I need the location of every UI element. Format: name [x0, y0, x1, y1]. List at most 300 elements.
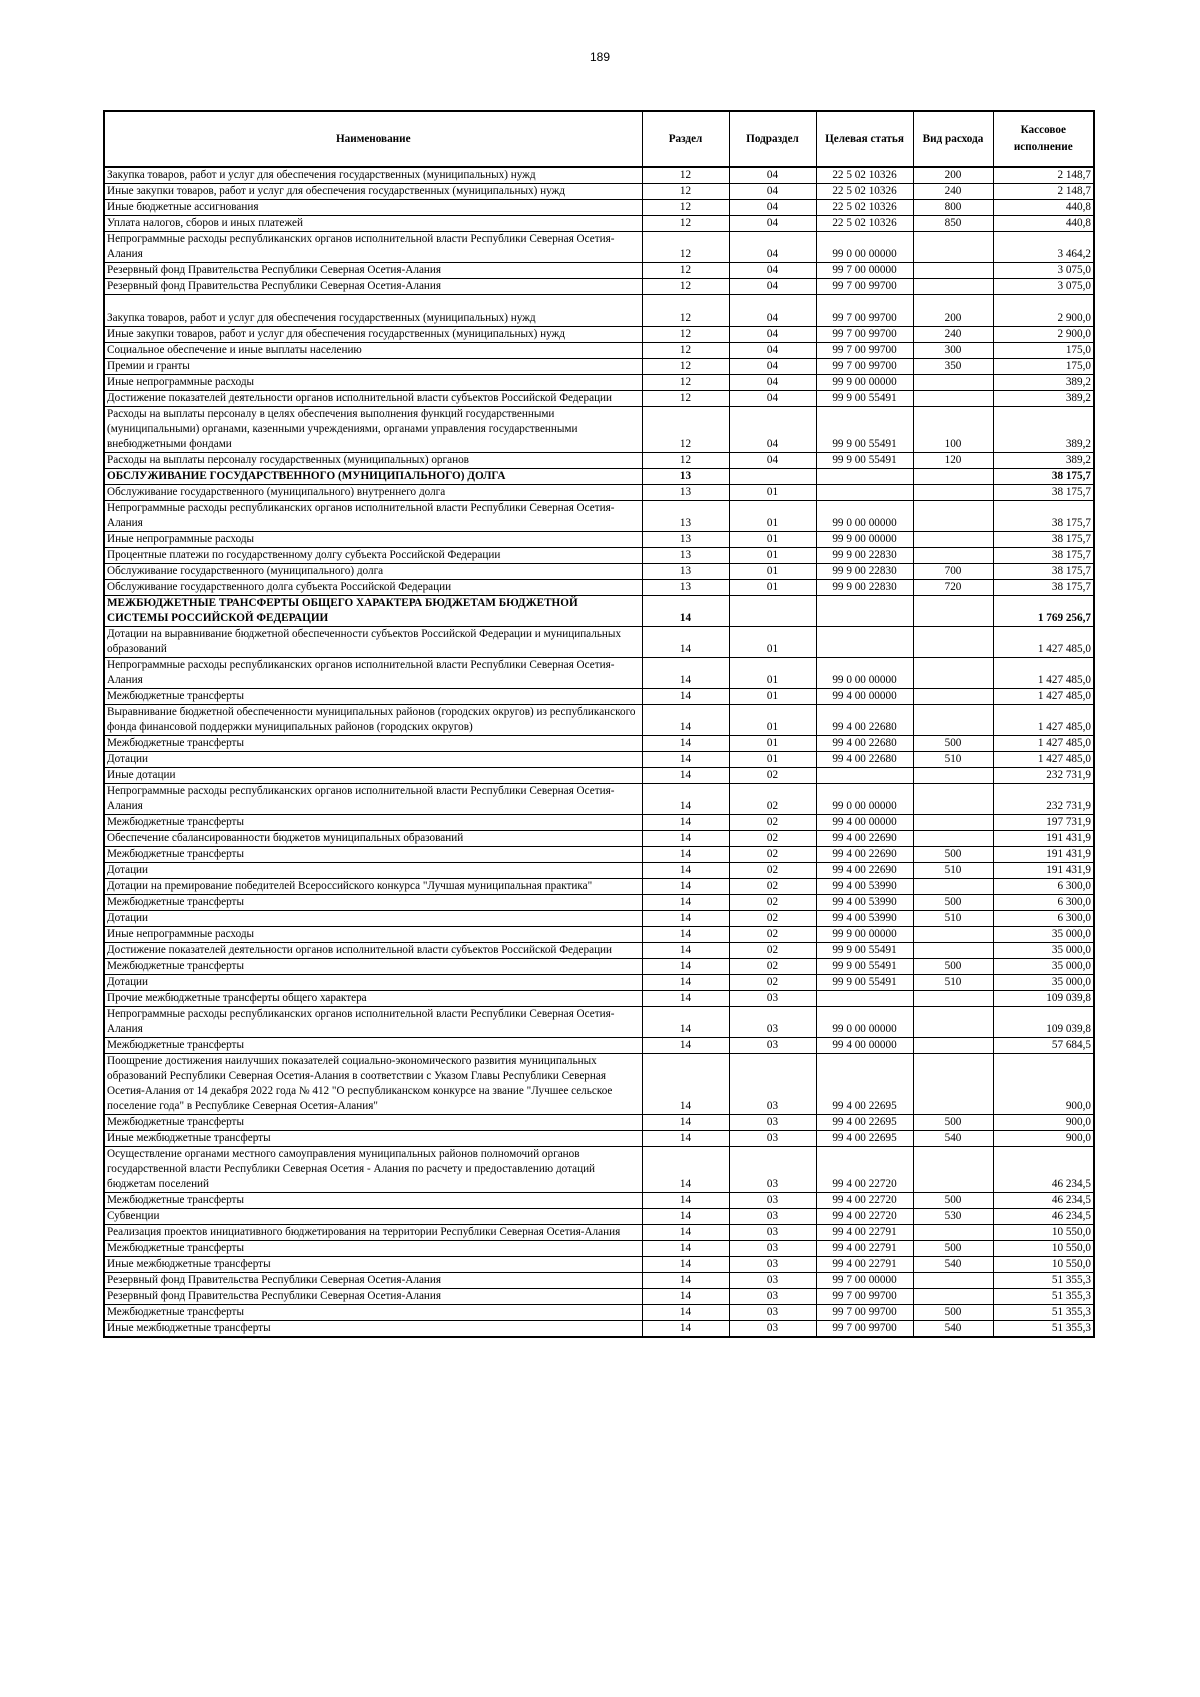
row-subsection: 04 — [729, 216, 816, 232]
row-target: 99 7 00 99700 — [816, 327, 913, 343]
row-expense — [913, 658, 993, 689]
table-row — [104, 705, 1094, 736]
row-amount: 51 355,3 — [993, 1305, 1094, 1321]
row-amount: 46 234,5 — [993, 1193, 1094, 1209]
table-header — [104, 111, 1094, 167]
row-section: 14 — [642, 784, 729, 815]
row-target: 99 9 00 00000 — [816, 532, 913, 548]
row-name: Дотации на выравнивание бюджетной обеспеченности субъектов Российской Федерации и муниципальных образований — [104, 627, 642, 658]
row-section: 14 — [642, 815, 729, 831]
row-section: 14 — [642, 658, 729, 689]
table-row — [104, 1225, 1094, 1241]
table-row — [104, 216, 1094, 232]
row-section: 12 — [642, 263, 729, 279]
row-amount: 197 731,9 — [993, 815, 1094, 831]
column-header-expense: Вид расхода — [913, 111, 993, 167]
row-target: 99 7 00 99700 — [816, 1289, 913, 1305]
row-name: Закупка товаров, работ и услуг для обеспечения государственных (муниципальных) нужд — [104, 167, 642, 184]
row-target: 22 5 02 10326 — [816, 200, 913, 216]
row-name: Иные дотации — [104, 768, 642, 784]
row-expense: 500 — [913, 1115, 993, 1131]
row-expense — [913, 596, 993, 627]
row-expense: 240 — [913, 184, 993, 200]
row-expense: 530 — [913, 1209, 993, 1225]
row-amount: 38 175,7 — [993, 501, 1094, 532]
row-expense — [913, 1054, 993, 1115]
table-row — [104, 1054, 1094, 1115]
table-row — [104, 327, 1094, 343]
row-subsection: 01 — [729, 736, 816, 752]
row-amount: 6 300,0 — [993, 911, 1094, 927]
row-amount: 191 431,9 — [993, 831, 1094, 847]
row-expense: 500 — [913, 959, 993, 975]
row-target: 99 4 00 22690 — [816, 863, 913, 879]
table-row — [104, 847, 1094, 863]
table-row — [104, 167, 1094, 184]
row-subsection: 02 — [729, 975, 816, 991]
row-expense: 800 — [913, 200, 993, 216]
table-row — [104, 375, 1094, 391]
row-section: 14 — [642, 1115, 729, 1131]
row-target — [816, 991, 913, 1007]
row-subsection: 03 — [729, 1209, 816, 1225]
row-amount: 38 175,7 — [993, 548, 1094, 564]
row-subsection: 02 — [729, 863, 816, 879]
row-amount: 232 731,9 — [993, 784, 1094, 815]
row-expense: 100 — [913, 407, 993, 453]
row-subsection: 03 — [729, 1305, 816, 1321]
table-row — [104, 736, 1094, 752]
row-expense — [913, 705, 993, 736]
row-subsection: 03 — [729, 1147, 816, 1193]
row-amount: 38 175,7 — [993, 564, 1094, 580]
row-expense: 510 — [913, 752, 993, 768]
row-name: Межбюджетные трансферты — [104, 689, 642, 705]
column-header-name: Наименование — [104, 111, 642, 167]
row-expense — [913, 768, 993, 784]
row-section: 14 — [642, 1147, 729, 1193]
row-expense — [913, 1147, 993, 1193]
row-target: 99 4 00 22720 — [816, 1193, 913, 1209]
row-name: Межбюджетные трансферты — [104, 847, 642, 863]
row-expense: 500 — [913, 895, 993, 911]
row-amount: 35 000,0 — [993, 959, 1094, 975]
table-row — [104, 658, 1094, 689]
row-amount: 10 550,0 — [993, 1257, 1094, 1273]
row-name: Резервный фонд Правительства Республики Северная Осетия-Алания — [104, 1289, 642, 1305]
row-name: Дотации — [104, 752, 642, 768]
row-section: 14 — [642, 1321, 729, 1338]
row-section: 14 — [642, 1305, 729, 1321]
row-subsection: 03 — [729, 1038, 816, 1054]
table-row — [104, 295, 1094, 327]
row-target: 99 4 00 22695 — [816, 1054, 913, 1115]
row-section: 12 — [642, 407, 729, 453]
row-amount: 51 355,3 — [993, 1273, 1094, 1289]
table-row — [104, 532, 1094, 548]
row-target: 99 9 00 22830 — [816, 548, 913, 564]
page-number: 189 — [589, 50, 611, 64]
row-name: Обеспечение сбалансированности бюджетов муниципальных образований — [104, 831, 642, 847]
column-header-subsection: Подраздел — [729, 111, 816, 167]
row-name: Межбюджетные трансферты — [104, 959, 642, 975]
row-subsection: 02 — [729, 879, 816, 895]
row-name: ОБСЛУЖИВАНИЕ ГОСУДАРСТВЕННОГО (МУНИЦИПАЛЬНОГО) ДОЛГА — [104, 469, 642, 485]
row-subsection — [729, 469, 816, 485]
row-amount: 3 075,0 — [993, 279, 1094, 295]
table-row — [104, 1115, 1094, 1131]
row-amount: 389,2 — [993, 453, 1094, 469]
row-target: 99 4 00 22680 — [816, 736, 913, 752]
row-expense: 540 — [913, 1321, 993, 1338]
row-name: Непрограммные расходы республиканских органов исполнительной власти Республики Северная Осетия-Алания — [104, 232, 642, 263]
row-name: Достижение показателей деятельности органов исполнительной власти субъектов Российской Федерации — [104, 943, 642, 959]
row-amount: 191 431,9 — [993, 863, 1094, 879]
row-name: МЕЖБЮДЖЕТНЫЕ ТРАНСФЕРТЫ ОБЩЕГО ХАРАКТЕРА БЮДЖЕТАМ БЮДЖЕТНОЙ СИСТЕМЫ РОССИЙСКОЙ ФЕДЕРАЦИИ — [104, 596, 642, 627]
table-row — [104, 232, 1094, 263]
row-target: 99 7 00 99700 — [816, 343, 913, 359]
row-amount: 3 075,0 — [993, 263, 1094, 279]
row-target — [816, 768, 913, 784]
row-target: 99 9 00 55491 — [816, 391, 913, 407]
row-section: 14 — [642, 959, 729, 975]
row-target: 99 7 00 00000 — [816, 1273, 913, 1289]
row-section: 14 — [642, 689, 729, 705]
row-expense — [913, 1273, 993, 1289]
row-expense: 720 — [913, 580, 993, 596]
row-subsection: 04 — [729, 295, 816, 327]
row-name: Межбюджетные трансферты — [104, 1241, 642, 1257]
row-subsection: 04 — [729, 279, 816, 295]
row-subsection: 02 — [729, 847, 816, 863]
row-target: 99 4 00 53990 — [816, 895, 913, 911]
row-section: 13 — [642, 469, 729, 485]
table-row — [104, 627, 1094, 658]
row-target — [816, 485, 913, 501]
row-name: Выравнивание бюджетной обеспеченности муниципальных районов (городских округов) из республиканского фонда финансовой поддержки муниципальных районов (городских округов) — [104, 705, 642, 736]
row-target: 99 4 00 22680 — [816, 752, 913, 768]
row-amount: 389,2 — [993, 375, 1094, 391]
row-subsection: 03 — [729, 1241, 816, 1257]
row-subsection: 01 — [729, 627, 816, 658]
row-name: Иные закупки товаров, работ и услуг для обеспечения государственных (муниципальных) нужд — [104, 327, 642, 343]
row-amount: 51 355,3 — [993, 1289, 1094, 1305]
row-subsection: 01 — [729, 564, 816, 580]
row-section: 12 — [642, 279, 729, 295]
row-target: 99 4 00 22695 — [816, 1131, 913, 1147]
table-row — [104, 959, 1094, 975]
row-target: 99 4 00 53990 — [816, 911, 913, 927]
row-target: 99 4 00 22791 — [816, 1225, 913, 1241]
row-section: 14 — [642, 879, 729, 895]
row-subsection: 03 — [729, 1193, 816, 1209]
row-target — [816, 596, 913, 627]
table-row — [104, 1273, 1094, 1289]
row-target: 99 4 00 22680 — [816, 705, 913, 736]
row-target: 99 4 00 22791 — [816, 1241, 913, 1257]
row-target: 99 0 00 00000 — [816, 658, 913, 689]
row-section: 14 — [642, 1225, 729, 1241]
row-expense — [913, 501, 993, 532]
row-subsection: 03 — [729, 1257, 816, 1273]
row-amount: 1 427 485,0 — [993, 658, 1094, 689]
row-target: 99 4 00 22720 — [816, 1209, 913, 1225]
row-section: 14 — [642, 1054, 729, 1115]
table-row — [104, 895, 1094, 911]
row-name: Дотации — [104, 863, 642, 879]
row-name: Резервный фонд Правительства Республики Северная Осетия-Алания — [104, 279, 642, 295]
table-row — [104, 1131, 1094, 1147]
row-section: 12 — [642, 327, 729, 343]
row-target: 22 5 02 10326 — [816, 216, 913, 232]
row-expense — [913, 879, 993, 895]
table-row — [104, 580, 1094, 596]
row-name: Иные непрограммные расходы — [104, 375, 642, 391]
row-target: 99 4 00 22720 — [816, 1147, 913, 1193]
table-row — [104, 991, 1094, 1007]
row-section: 12 — [642, 375, 729, 391]
row-name: Межбюджетные трансферты — [104, 815, 642, 831]
row-amount: 6 300,0 — [993, 895, 1094, 911]
table-row — [104, 863, 1094, 879]
table-row — [104, 548, 1094, 564]
row-section: 14 — [642, 943, 729, 959]
row-subsection: 01 — [729, 689, 816, 705]
row-subsection: 03 — [729, 1225, 816, 1241]
row-subsection: 04 — [729, 200, 816, 216]
table-row — [104, 927, 1094, 943]
row-section: 14 — [642, 1209, 729, 1225]
row-expense: 500 — [913, 1193, 993, 1209]
row-amount: 10 550,0 — [993, 1225, 1094, 1241]
row-amount: 1 427 485,0 — [993, 752, 1094, 768]
table-row — [104, 831, 1094, 847]
row-subsection: 04 — [729, 453, 816, 469]
row-target: 99 7 00 99700 — [816, 1321, 913, 1338]
row-expense: 200 — [913, 295, 993, 327]
row-subsection: 02 — [729, 831, 816, 847]
row-subsection: 01 — [729, 548, 816, 564]
row-section: 14 — [642, 752, 729, 768]
row-expense: 200 — [913, 167, 993, 184]
row-section: 13 — [642, 548, 729, 564]
row-target: 99 7 00 99700 — [816, 295, 913, 327]
row-expense — [913, 375, 993, 391]
row-name: Закупка товаров, работ и услуг для обеспечения государственных (муниципальных) нужд — [104, 295, 642, 327]
row-target: 99 4 00 22695 — [816, 1115, 913, 1131]
row-name: Непрограммные расходы республиканских органов исполнительной власти Республики Северная Осетия-Алания — [104, 658, 642, 689]
column-header-amount: Кассовое исполнение — [993, 111, 1094, 167]
row-subsection: 01 — [729, 580, 816, 596]
row-amount: 175,0 — [993, 343, 1094, 359]
row-amount: 35 000,0 — [993, 943, 1094, 959]
row-name: Иные непрограммные расходы — [104, 532, 642, 548]
row-amount: 35 000,0 — [993, 975, 1094, 991]
table-row — [104, 263, 1094, 279]
row-expense — [913, 927, 993, 943]
row-expense: 700 — [913, 564, 993, 580]
table-row — [104, 975, 1094, 991]
row-section: 12 — [642, 167, 729, 184]
row-section: 12 — [642, 216, 729, 232]
row-target: 99 9 00 55491 — [816, 975, 913, 991]
row-name: Обслуживание государственного долга субъекта Российской Федерации — [104, 580, 642, 596]
row-subsection: 03 — [729, 1273, 816, 1289]
row-subsection: 04 — [729, 391, 816, 407]
table-row-section-total — [104, 596, 1094, 627]
table-row — [104, 943, 1094, 959]
row-name: Премии и гранты — [104, 359, 642, 375]
row-name: Дотации на премирование победителей Всероссийского конкурса "Лучшая муниципальная практика" — [104, 879, 642, 895]
row-expense — [913, 991, 993, 1007]
table-row — [104, 1305, 1094, 1321]
row-name: Поощрение достижения наилучших показателей социально-экономического развития муниципальных образований Республики Северная Осетия-Алания в соответствии с Указом Главы Республики Северная Осетия-Алания от 14 декабря 2022 года № 412 "О республиканском конкурсе на звание "Лучшее сельское поселение года" в Республике Северная Осетия-Алания" — [104, 1054, 642, 1115]
row-subsection — [729, 596, 816, 627]
row-name: Прочие межбюджетные трансферты общего характера — [104, 991, 642, 1007]
row-subsection: 03 — [729, 1289, 816, 1305]
row-name: Межбюджетные трансферты — [104, 1193, 642, 1209]
row-expense: 510 — [913, 911, 993, 927]
row-amount: 175,0 — [993, 359, 1094, 375]
row-name: Межбюджетные трансферты — [104, 736, 642, 752]
row-expense — [913, 279, 993, 295]
row-amount: 109 039,8 — [993, 1007, 1094, 1038]
table-body — [104, 167, 1094, 1337]
row-subsection: 04 — [729, 167, 816, 184]
row-name: Субвенции — [104, 1209, 642, 1225]
row-amount: 900,0 — [993, 1115, 1094, 1131]
row-expense — [913, 627, 993, 658]
row-subsection: 02 — [729, 895, 816, 911]
budget-execution-table — [103, 110, 1095, 1338]
row-name: Иные межбюджетные трансферты — [104, 1257, 642, 1273]
row-name: Резервный фонд Правительства Республики Северная Осетия-Алания — [104, 1273, 642, 1289]
row-name: Реализация проектов инициативного бюджетирования на территории Республики Северная Осетия-Алания — [104, 1225, 642, 1241]
row-amount: 440,8 — [993, 216, 1094, 232]
table-row — [104, 1321, 1094, 1338]
row-amount: 900,0 — [993, 1131, 1094, 1147]
table-row — [104, 1209, 1094, 1225]
row-section: 14 — [642, 1241, 729, 1257]
row-section: 13 — [642, 580, 729, 596]
row-amount: 2 900,0 — [993, 295, 1094, 327]
table-row — [104, 689, 1094, 705]
row-section: 14 — [642, 705, 729, 736]
table-row — [104, 1193, 1094, 1209]
row-section: 13 — [642, 501, 729, 532]
row-subsection: 01 — [729, 658, 816, 689]
table-row — [104, 1038, 1094, 1054]
row-expense: 120 — [913, 453, 993, 469]
table-row — [104, 1257, 1094, 1273]
row-amount: 389,2 — [993, 407, 1094, 453]
table-row — [104, 1007, 1094, 1038]
row-target: 22 5 02 10326 — [816, 184, 913, 200]
row-expense — [913, 532, 993, 548]
table-row — [104, 768, 1094, 784]
row-amount: 191 431,9 — [993, 847, 1094, 863]
row-name: Расходы на выплаты персоналу государственных (муниципальных) органов — [104, 453, 642, 469]
row-section: 14 — [642, 1038, 729, 1054]
row-subsection: 01 — [729, 485, 816, 501]
column-header-section: Раздел — [642, 111, 729, 167]
row-amount: 10 550,0 — [993, 1241, 1094, 1257]
row-target — [816, 627, 913, 658]
row-expense: 300 — [913, 343, 993, 359]
table-row — [104, 1289, 1094, 1305]
row-name: Процентные платежи по государственному долгу субъекта Российской Федерации — [104, 548, 642, 564]
row-subsection: 04 — [729, 343, 816, 359]
row-subsection: 03 — [729, 1321, 816, 1338]
row-name: Межбюджетные трансферты — [104, 895, 642, 911]
row-target: 99 9 00 00000 — [816, 927, 913, 943]
row-target: 99 4 00 22690 — [816, 847, 913, 863]
row-target: 99 7 00 99700 — [816, 1305, 913, 1321]
row-expense: 510 — [913, 975, 993, 991]
row-name: Дотации — [104, 911, 642, 927]
row-section: 14 — [642, 847, 729, 863]
row-name: Достижение показателей деятельности органов исполнительной власти субъектов Российской Федерации — [104, 391, 642, 407]
table-row — [104, 879, 1094, 895]
row-amount: 1 427 485,0 — [993, 689, 1094, 705]
row-subsection: 03 — [729, 1131, 816, 1147]
row-section: 14 — [642, 927, 729, 943]
table-row — [104, 453, 1094, 469]
row-subsection: 01 — [729, 501, 816, 532]
row-section: 14 — [642, 863, 729, 879]
row-expense — [913, 784, 993, 815]
row-section: 14 — [642, 1131, 729, 1147]
row-target: 99 9 00 55491 — [816, 407, 913, 453]
row-section: 12 — [642, 295, 729, 327]
row-expense: 500 — [913, 847, 993, 863]
row-target: 99 7 00 99700 — [816, 279, 913, 295]
row-target: 99 0 00 00000 — [816, 501, 913, 532]
row-section: 14 — [642, 768, 729, 784]
row-section: 14 — [642, 1257, 729, 1273]
row-subsection: 02 — [729, 959, 816, 975]
row-name: Социальное обеспечение и иные выплаты населению — [104, 343, 642, 359]
row-section: 12 — [642, 184, 729, 200]
row-expense: 240 — [913, 327, 993, 343]
row-amount: 35 000,0 — [993, 927, 1094, 943]
row-expense — [913, 689, 993, 705]
row-amount: 3 464,2 — [993, 232, 1094, 263]
table-row — [104, 343, 1094, 359]
table-row — [104, 911, 1094, 927]
row-amount: 1 427 485,0 — [993, 705, 1094, 736]
row-expense — [913, 548, 993, 564]
row-target: 99 0 00 00000 — [816, 784, 913, 815]
row-section: 14 — [642, 1273, 729, 1289]
row-name: Иные бюджетные ассигнования — [104, 200, 642, 216]
row-amount: 6 300,0 — [993, 879, 1094, 895]
row-section: 14 — [642, 596, 729, 627]
row-target: 99 7 00 99700 — [816, 359, 913, 375]
row-amount: 2 148,7 — [993, 167, 1094, 184]
row-amount: 51 355,3 — [993, 1321, 1094, 1338]
row-subsection: 02 — [729, 927, 816, 943]
row-amount: 38 175,7 — [993, 485, 1094, 501]
row-amount: 46 234,5 — [993, 1147, 1094, 1193]
row-subsection: 04 — [729, 375, 816, 391]
row-target: 99 9 00 00000 — [816, 375, 913, 391]
row-name: Иные межбюджетные трансферты — [104, 1131, 642, 1147]
row-subsection: 03 — [729, 991, 816, 1007]
row-subsection: 04 — [729, 407, 816, 453]
row-name: Дотации — [104, 975, 642, 991]
row-amount: 38 175,7 — [993, 532, 1094, 548]
